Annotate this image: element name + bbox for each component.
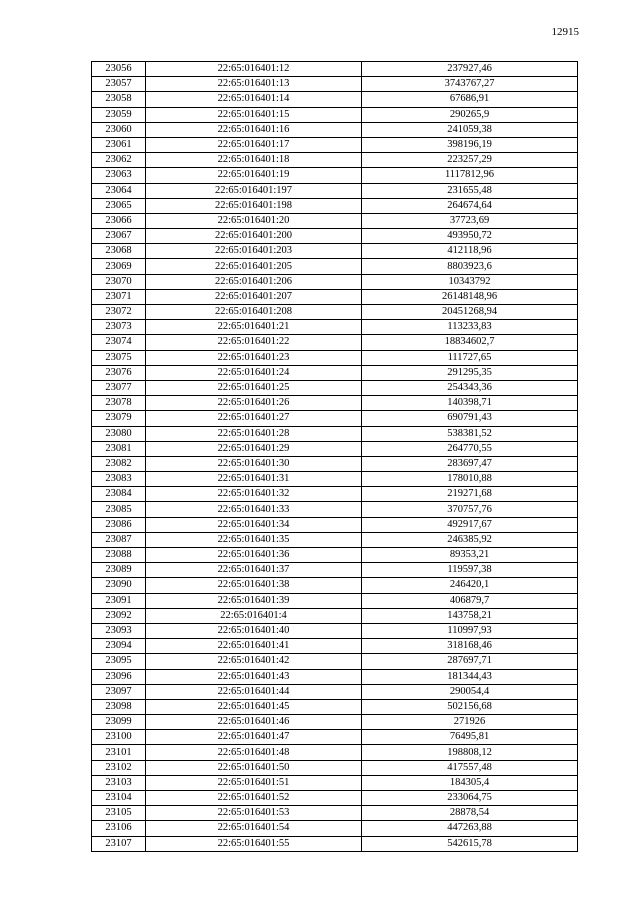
cadastral-value-cell: 178010,88 (362, 472, 578, 487)
table-row (92, 775, 578, 790)
table-row (92, 411, 578, 426)
row-number-cell: 23063 (92, 168, 146, 183)
cadastral-value-cell: 246420,1 (362, 578, 578, 593)
cadastral-number-cell: 22:65:016401:46 (146, 715, 362, 730)
table-row (92, 517, 578, 532)
table-row (92, 396, 578, 411)
cadastral-value-cell: 233064,75 (362, 791, 578, 806)
row-number-cell: 23059 (92, 107, 146, 122)
cadastral-number-cell: 22:65:016401:29 (146, 441, 362, 456)
row-number-cell: 23107 (92, 836, 146, 851)
table-row (92, 77, 578, 92)
row-number-cell: 23075 (92, 350, 146, 365)
table-row (92, 441, 578, 456)
row-number-cell: 23080 (92, 426, 146, 441)
cadastral-number-cell: 22:65:016401:18 (146, 153, 362, 168)
row-number-cell: 23100 (92, 730, 146, 745)
cadastral-number-cell: 22:65:016401:51 (146, 775, 362, 790)
table-row (92, 335, 578, 350)
row-number-cell: 23064 (92, 183, 146, 198)
cadastral-value-cell: 370757,76 (362, 502, 578, 517)
cadastral-number-cell: 22:65:016401:198 (146, 198, 362, 213)
row-number-cell: 23099 (92, 715, 146, 730)
row-number-cell: 23078 (92, 396, 146, 411)
table-row (92, 365, 578, 380)
row-number-cell: 23086 (92, 517, 146, 532)
cadastral-number-cell: 22:65:016401:4 (146, 608, 362, 623)
cadastral-number-cell: 22:65:016401:197 (146, 183, 362, 198)
table-row (92, 320, 578, 335)
table-row (92, 198, 578, 213)
cadastral-value-cell: 67686,91 (362, 92, 578, 107)
cadastral-number-cell: 22:65:016401:36 (146, 548, 362, 563)
cadastral-value-cell: 37723,69 (362, 213, 578, 228)
table-row (92, 548, 578, 563)
row-number-cell: 23089 (92, 563, 146, 578)
row-number-cell: 23103 (92, 775, 146, 790)
cadastral-value-cell: 18834602,7 (362, 335, 578, 350)
cadastral-value-cell: 219271,68 (362, 487, 578, 502)
cadastral-number-cell: 22:65:016401:41 (146, 639, 362, 654)
table-body (92, 62, 578, 852)
cadastral-value-cell: 502156,68 (362, 699, 578, 714)
row-number-cell: 23092 (92, 608, 146, 623)
cadastral-value-cell: 318168,46 (362, 639, 578, 654)
cadastral-number-cell: 22:65:016401:17 (146, 137, 362, 152)
row-number-cell: 23093 (92, 623, 146, 638)
cadastral-number-cell: 22:65:016401:16 (146, 122, 362, 137)
cadastral-value-cell: 140398,71 (362, 396, 578, 411)
cadastral-value-cell: 290054,4 (362, 684, 578, 699)
row-number-cell: 23094 (92, 639, 146, 654)
table-row (92, 168, 578, 183)
cadastral-value-cell: 237927,46 (362, 62, 578, 77)
row-number-cell: 23062 (92, 153, 146, 168)
row-number-cell: 23105 (92, 806, 146, 821)
cadastral-number-cell: 22:65:016401:21 (146, 320, 362, 335)
cadastral-value-cell: 1117812,96 (362, 168, 578, 183)
row-number-cell: 23096 (92, 669, 146, 684)
cadastral-value-cell: 10343792 (362, 274, 578, 289)
cadastral-value-cell: 287697,71 (362, 654, 578, 669)
cadastral-number-cell: 22:65:016401:208 (146, 305, 362, 320)
table-row (92, 684, 578, 699)
page-number: 12915 (551, 26, 579, 38)
cadastral-value-cell: 538381,52 (362, 426, 578, 441)
table-row (92, 715, 578, 730)
cadastral-value-cell: 246385,92 (362, 532, 578, 547)
cadastral-number-cell: 22:65:016401:27 (146, 411, 362, 426)
row-number-cell: 23067 (92, 229, 146, 244)
cadastral-value-cell: 198808,12 (362, 745, 578, 760)
cadastral-number-cell: 22:65:016401:24 (146, 365, 362, 380)
cadastral-value-cell: 89353,21 (362, 548, 578, 563)
table-row (92, 274, 578, 289)
cadastral-number-cell: 22:65:016401:22 (146, 335, 362, 350)
table-row (92, 472, 578, 487)
cadastral-value-cell: 283697,47 (362, 456, 578, 471)
table-row (92, 122, 578, 137)
cadastral-value-cell: 542615,78 (362, 836, 578, 851)
cadastral-number-cell: 22:65:016401:34 (146, 517, 362, 532)
cadastral-number-cell: 22:65:016401:206 (146, 274, 362, 289)
cadastral-number-cell: 22:65:016401:205 (146, 259, 362, 274)
table-row (92, 532, 578, 547)
cadastral-value-cell: 690791,43 (362, 411, 578, 426)
cadastral-value-cell: 254343,36 (362, 380, 578, 395)
cadastral-number-cell: 22:65:016401:54 (146, 821, 362, 836)
table-row (92, 380, 578, 395)
table-row (92, 213, 578, 228)
table-row (92, 502, 578, 517)
row-number-cell: 23079 (92, 411, 146, 426)
cadastral-number-cell: 22:65:016401:15 (146, 107, 362, 122)
cadastral-value-cell: 398196,19 (362, 137, 578, 152)
cadastral-value-cell: 291295,35 (362, 365, 578, 380)
cadastral-value-cell: 417557,48 (362, 760, 578, 775)
row-number-cell: 23070 (92, 274, 146, 289)
cadastral-value-cell: 492917,67 (362, 517, 578, 532)
row-number-cell: 23060 (92, 122, 146, 137)
cadastral-value-cell: 447263,88 (362, 821, 578, 836)
table-row (92, 699, 578, 714)
table-row (92, 289, 578, 304)
cadastral-number-cell: 22:65:016401:207 (146, 289, 362, 304)
cadastral-value-table (91, 61, 578, 852)
cadastral-value-cell: 113233,83 (362, 320, 578, 335)
row-number-cell: 23076 (92, 365, 146, 380)
cadastral-number-cell: 22:65:016401:44 (146, 684, 362, 699)
row-number-cell: 23102 (92, 760, 146, 775)
table-row (92, 183, 578, 198)
cadastral-number-cell: 22:65:016401:52 (146, 791, 362, 806)
cadastral-number-cell: 22:65:016401:55 (146, 836, 362, 851)
cadastral-number-cell: 22:65:016401:33 (146, 502, 362, 517)
table-row (92, 426, 578, 441)
cadastral-value-cell: 26148148,96 (362, 289, 578, 304)
table-row (92, 791, 578, 806)
cadastral-number-cell: 22:65:016401:47 (146, 730, 362, 745)
table-row (92, 62, 578, 77)
table-row (92, 229, 578, 244)
cadastral-number-cell: 22:65:016401:42 (146, 654, 362, 669)
table-row (92, 608, 578, 623)
row-number-cell: 23090 (92, 578, 146, 593)
row-number-cell: 23069 (92, 259, 146, 274)
cadastral-number-cell: 22:65:016401:13 (146, 77, 362, 92)
row-number-cell: 23077 (92, 380, 146, 395)
cadastral-value-cell: 493950,72 (362, 229, 578, 244)
table-row (92, 578, 578, 593)
cadastral-value-cell: 20451268,94 (362, 305, 578, 320)
row-number-cell: 23101 (92, 745, 146, 760)
table-row (92, 259, 578, 274)
cadastral-number-cell: 22:65:016401:38 (146, 578, 362, 593)
row-number-cell: 23072 (92, 305, 146, 320)
cadastral-value-cell: 264674,64 (362, 198, 578, 213)
row-number-cell: 23083 (92, 472, 146, 487)
cadastral-number-cell: 22:65:016401:30 (146, 456, 362, 471)
table-row (92, 350, 578, 365)
row-number-cell: 23082 (92, 456, 146, 471)
cadastral-value-cell: 181344,43 (362, 669, 578, 684)
cadastral-value-cell: 223257,29 (362, 153, 578, 168)
cadastral-value-cell: 406879,7 (362, 593, 578, 608)
row-number-cell: 23061 (92, 137, 146, 152)
cadastral-number-cell: 22:65:016401:50 (146, 760, 362, 775)
cadastral-number-cell: 22:65:016401:26 (146, 396, 362, 411)
table-row (92, 639, 578, 654)
cadastral-number-cell: 22:65:016401:35 (146, 532, 362, 547)
table-row (92, 654, 578, 669)
row-number-cell: 23065 (92, 198, 146, 213)
cadastral-value-cell: 241059,38 (362, 122, 578, 137)
row-number-cell: 23098 (92, 699, 146, 714)
table-row (92, 836, 578, 851)
cadastral-number-cell: 22:65:016401:43 (146, 669, 362, 684)
table-row (92, 92, 578, 107)
cadastral-number-cell: 22:65:016401:20 (146, 213, 362, 228)
table-row (92, 137, 578, 152)
cadastral-value-cell: 110997,93 (362, 623, 578, 638)
row-number-cell: 23085 (92, 502, 146, 517)
cadastral-number-cell: 22:65:016401:48 (146, 745, 362, 760)
cadastral-number-cell: 22:65:016401:200 (146, 229, 362, 244)
row-number-cell: 23087 (92, 532, 146, 547)
cadastral-number-cell: 22:65:016401:14 (146, 92, 362, 107)
cadastral-number-cell: 22:65:016401:23 (146, 350, 362, 365)
cadastral-value-cell: 143758,21 (362, 608, 578, 623)
row-number-cell: 23104 (92, 791, 146, 806)
table-row (92, 456, 578, 471)
cadastral-value-cell: 76495,81 (362, 730, 578, 745)
row-number-cell: 23106 (92, 821, 146, 836)
cadastral-number-cell: 22:65:016401:37 (146, 563, 362, 578)
cadastral-value-cell: 8803923,6 (362, 259, 578, 274)
cadastral-number-cell: 22:65:016401:203 (146, 244, 362, 259)
cadastral-number-cell: 22:65:016401:39 (146, 593, 362, 608)
cadastral-value-cell: 28878,54 (362, 806, 578, 821)
table-row (92, 153, 578, 168)
cadastral-value-cell: 264770,55 (362, 441, 578, 456)
table-row (92, 305, 578, 320)
table-row (92, 730, 578, 745)
cadastral-value-cell: 184305,4 (362, 775, 578, 790)
table-row (92, 563, 578, 578)
cadastral-number-cell: 22:65:016401:53 (146, 806, 362, 821)
row-number-cell: 23071 (92, 289, 146, 304)
row-number-cell: 23073 (92, 320, 146, 335)
row-number-cell: 23074 (92, 335, 146, 350)
cadastral-value-cell: 412118,96 (362, 244, 578, 259)
row-number-cell: 23081 (92, 441, 146, 456)
row-number-cell: 23057 (92, 77, 146, 92)
table-row (92, 107, 578, 122)
table-row (92, 244, 578, 259)
cadastral-value-cell: 231655,48 (362, 183, 578, 198)
table-row (92, 623, 578, 638)
cadastral-value-cell: 3743767,27 (362, 77, 578, 92)
row-number-cell: 23088 (92, 548, 146, 563)
row-number-cell: 23066 (92, 213, 146, 228)
row-number-cell: 23097 (92, 684, 146, 699)
row-number-cell: 23058 (92, 92, 146, 107)
cadastral-value-cell: 290265,9 (362, 107, 578, 122)
table-row (92, 593, 578, 608)
table-row (92, 487, 578, 502)
cadastral-number-cell: 22:65:016401:32 (146, 487, 362, 502)
cadastral-number-cell: 22:65:016401:31 (146, 472, 362, 487)
row-number-cell: 23091 (92, 593, 146, 608)
cadastral-value-cell: 111727,65 (362, 350, 578, 365)
row-number-cell: 23084 (92, 487, 146, 502)
cadastral-value-cell: 119597,38 (362, 563, 578, 578)
table-row (92, 745, 578, 760)
row-number-cell: 23056 (92, 62, 146, 77)
cadastral-number-cell: 22:65:016401:45 (146, 699, 362, 714)
table-row (92, 821, 578, 836)
cadastral-number-cell: 22:65:016401:40 (146, 623, 362, 638)
row-number-cell: 23095 (92, 654, 146, 669)
cadastral-number-cell: 22:65:016401:25 (146, 380, 362, 395)
cadastral-value-cell: 271926 (362, 715, 578, 730)
row-number-cell: 23068 (92, 244, 146, 259)
cadastral-number-cell: 22:65:016401:12 (146, 62, 362, 77)
cadastral-number-cell: 22:65:016401:28 (146, 426, 362, 441)
table-row (92, 806, 578, 821)
cadastral-number-cell: 22:65:016401:19 (146, 168, 362, 183)
table-row (92, 669, 578, 684)
table-row (92, 760, 578, 775)
